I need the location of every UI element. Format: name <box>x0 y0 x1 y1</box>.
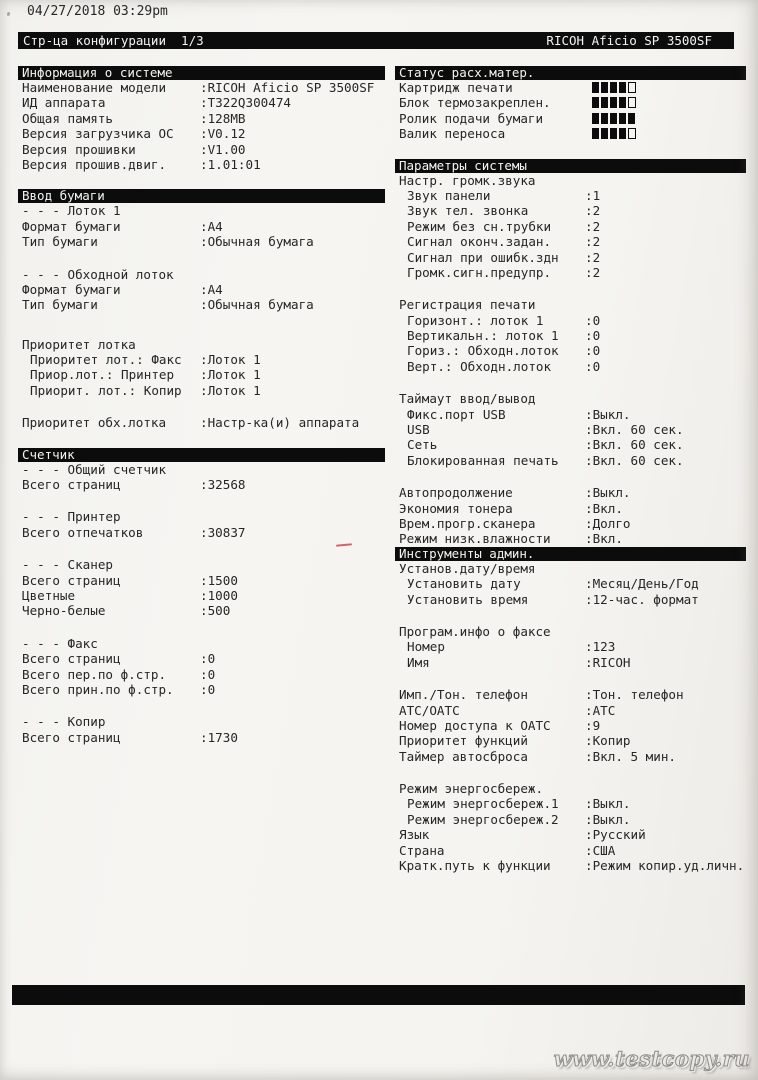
right-column <box>395 66 746 873</box>
row-label: Приоритет обх.лотка <box>22 415 167 431</box>
gauge-segment-filled <box>619 128 626 139</box>
row-label: Всего прин.по ф.стр. <box>22 681 174 697</box>
config-row <box>18 525 385 540</box>
gauge-segment-filled <box>628 113 635 124</box>
group-heading-row <box>18 636 385 651</box>
config-row <box>18 588 385 603</box>
row-value: :Лоток 1 <box>200 352 261 368</box>
row-label: Режим низк.влажности <box>399 531 551 547</box>
row-label: Всего отпечатков <box>22 524 144 540</box>
row-value: :0 <box>200 651 216 667</box>
config-row <box>395 703 746 718</box>
config-row <box>395 796 746 811</box>
row-label: Врем.прогр.сканера <box>399 515 536 531</box>
row-value: :1730 <box>200 729 238 745</box>
row-label: Наименование модели <box>22 80 167 95</box>
config-row <box>18 730 385 745</box>
group-heading-row <box>395 391 746 406</box>
row-value: :12-час. формат <box>585 591 699 607</box>
gauge-segment-filled <box>592 82 599 93</box>
row-value: :Копир <box>585 733 631 749</box>
column-gap <box>395 280 746 297</box>
config-row <box>395 639 746 654</box>
row-label: Таймер автосброса <box>399 748 528 764</box>
column-gap <box>395 764 746 781</box>
row-label: Версия прошив.двиг. <box>22 156 167 172</box>
config-row <box>18 367 385 382</box>
gauge-segment-filled <box>601 128 608 139</box>
config-row <box>395 359 746 374</box>
row-label: Сигнал оконч.задан. <box>407 234 552 250</box>
row-label: - - - Общий счетчик <box>22 461 167 477</box>
row-label: Програм.инфо о факсе <box>399 623 551 639</box>
config-row <box>395 407 746 422</box>
config-row <box>395 733 746 748</box>
group-heading-row <box>395 297 746 312</box>
footer-bar <box>12 985 745 1005</box>
config-row <box>395 592 746 607</box>
row-label: Тип бумаги <box>22 297 98 313</box>
row-value: :A4 <box>200 281 223 297</box>
row-value: :Обычная бумага <box>200 234 314 250</box>
row-value: :1000 <box>200 587 238 603</box>
config-row <box>395 687 746 702</box>
column-gap <box>18 697 385 714</box>
supply-gauge-row <box>395 95 746 110</box>
config-row <box>395 516 746 531</box>
row-value: :2 <box>585 203 601 219</box>
row-value: :Долго <box>585 515 631 531</box>
row-label: Формат бумаги <box>22 281 121 297</box>
gauge-segment-filled <box>601 97 608 108</box>
row-value: :V0.12 <box>200 126 246 142</box>
column-gap <box>395 468 746 485</box>
row-label: Всего пер.по ф.стр. <box>22 666 167 682</box>
row-label: Режим энергосбереж. <box>399 781 544 797</box>
row-label: Громк.сигн.предупр. <box>407 264 552 280</box>
gauge-segment-filled <box>601 113 608 124</box>
row-value: :Вкл. 60 сек. <box>585 422 684 438</box>
row-value: :АТС <box>585 702 616 718</box>
row-label: Установить время <box>407 591 529 607</box>
row-value: :1500 <box>200 572 238 588</box>
row-label: - - - Лоток 1 <box>22 203 121 219</box>
column-gap <box>18 492 385 509</box>
row-label: Номер <box>407 639 445 655</box>
row-label: - - - Сканер <box>22 557 113 573</box>
row-value: :Выкл. <box>585 406 631 422</box>
config-row <box>18 157 385 172</box>
row-label: Номер доступа к ОАТС <box>399 717 551 733</box>
config-row <box>395 422 746 437</box>
row-label: Блокированная печать <box>407 452 559 468</box>
gauge-segment-filled <box>592 128 599 139</box>
row-label: Приор.лот.: Принтер <box>30 367 175 383</box>
config-row <box>395 203 746 218</box>
supply-level-gauge <box>592 82 636 93</box>
config-row <box>18 111 385 126</box>
row-value: :T322Q300474 <box>200 95 291 111</box>
gauge-segment-empty <box>628 97 636 108</box>
row-label: Режим энергосбереж.2 <box>407 811 559 827</box>
row-label: Формат бумаги <box>22 218 121 234</box>
column-gap <box>395 670 746 687</box>
row-label: Регистрация печати <box>399 297 536 313</box>
row-label: Таймаут ввод/вывод <box>399 391 536 407</box>
config-row <box>395 749 746 764</box>
config-row <box>395 531 746 546</box>
row-value: :Лоток 1 <box>200 367 261 383</box>
row-label: Имя <box>407 654 430 670</box>
row-value: :Выкл. <box>585 485 631 501</box>
row-label: Верт.: Обходн.лоток <box>407 358 552 374</box>
row-value: :Месяц/День/Год <box>585 576 699 592</box>
gauge-segment-filled <box>619 97 626 108</box>
config-row <box>395 328 746 343</box>
row-value: :A4 <box>200 218 223 234</box>
row-value: :2 <box>585 234 601 250</box>
row-value: :Лоток 1 <box>200 382 261 398</box>
config-row <box>18 477 385 492</box>
left-column <box>18 66 385 745</box>
supply-gauge-row <box>395 80 746 95</box>
row-label: Тип бумаги <box>22 234 98 250</box>
row-label: - - - Копир <box>22 714 106 730</box>
row-value: :США <box>585 842 616 858</box>
column-gap <box>18 619 385 636</box>
config-row <box>18 297 385 312</box>
config-row <box>18 126 385 141</box>
config-row <box>18 383 385 398</box>
group-heading-row <box>18 462 385 477</box>
gauge-segment-filled <box>619 113 626 124</box>
row-label: ИД аппарата <box>22 95 106 111</box>
supply-gauge-row <box>395 126 746 141</box>
row-label: - - - Обходной лоток <box>22 266 174 282</box>
column-gap <box>18 172 385 189</box>
row-value: :123 <box>585 639 616 655</box>
row-value: :0 <box>585 328 601 344</box>
row-label: Общая память <box>22 110 113 126</box>
row-label: Всего страниц <box>22 477 121 493</box>
config-row <box>18 415 385 430</box>
row-label: Всего страниц <box>22 651 121 667</box>
gauge-segment-filled <box>592 97 599 108</box>
print-date: 04/27/2018 03:29pm <box>27 4 168 19</box>
config-row <box>18 352 385 367</box>
config-row <box>395 501 746 516</box>
row-label: Всего страниц <box>22 729 121 745</box>
config-row <box>395 437 746 452</box>
config-row <box>18 667 385 682</box>
config-row <box>395 576 746 591</box>
config-row <box>395 858 746 873</box>
row-value: :Тон. телефон <box>585 687 684 703</box>
gauge-segment-filled <box>610 113 617 124</box>
row-label: Приорит. лот.: Копир <box>30 382 182 398</box>
config-row <box>395 265 746 280</box>
group-heading-row <box>18 203 385 218</box>
supply-label: Блок термозакреплен. <box>399 95 551 111</box>
row-value: :32568 <box>200 477 246 493</box>
supply-label: Валик переноса <box>399 126 506 142</box>
section-header-bar: Статус расх.матер. <box>395 66 746 80</box>
row-label: Черно-белые <box>22 603 106 619</box>
section-header-bar: Инструменты админ. <box>395 547 746 561</box>
row-label: Экономия тонера <box>399 500 513 516</box>
section-header-bar: Информация о системе <box>18 66 385 80</box>
config-row <box>18 282 385 297</box>
row-value: :Вкл. 60 сек. <box>585 452 684 468</box>
page-title: Стр-ца конфигурации 1/3 <box>23 33 204 48</box>
gauge-segment-filled <box>610 128 617 139</box>
supply-gauge-row <box>395 111 746 126</box>
config-row <box>18 219 385 234</box>
row-value: :0 <box>585 358 601 374</box>
row-value: :RICOH <box>585 654 631 670</box>
group-heading-row <box>18 267 385 282</box>
supply-level-gauge <box>592 97 636 108</box>
watermark: www.testcopy.ru <box>553 1046 750 1071</box>
config-row <box>395 188 746 203</box>
row-value: :128MB <box>200 110 246 126</box>
column-gap <box>18 398 385 415</box>
config-row <box>18 573 385 588</box>
row-label: Звук тел. звонка <box>407 203 529 219</box>
row-label: Фикс.порт USB <box>407 406 506 422</box>
row-value: :0 <box>585 312 601 328</box>
row-label: Установить дату <box>407 576 521 592</box>
row-label: Вертикальн.: лоток 1 <box>407 328 559 344</box>
config-row <box>395 485 746 500</box>
section-header-bar: Параметры системы <box>395 159 746 173</box>
row-value: :1.01:01 <box>200 156 261 172</box>
row-value: :2 <box>585 249 601 265</box>
group-heading-row <box>395 624 746 639</box>
row-label: Версия загрузчика ОС <box>22 126 174 142</box>
section-header-bar: Ввод бумаги <box>18 189 385 203</box>
row-label: Сигнал при ошибк.здн <box>407 249 559 265</box>
row-label: Цветные <box>22 587 76 603</box>
page-title-bar <box>18 32 734 49</box>
row-label: - - - Принтер <box>22 509 121 525</box>
row-value: :RICOH Aficio SP 3500SF <box>200 80 375 95</box>
gauge-segment-filled <box>601 82 608 93</box>
config-row <box>395 827 746 842</box>
row-label: Версия прошивки <box>22 141 136 157</box>
row-label: Приоритет лот.: Факс <box>30 352 182 368</box>
row-label: Режим энергосбереж.1 <box>407 796 559 812</box>
group-heading-row <box>18 557 385 572</box>
config-row <box>18 95 385 110</box>
row-label: Сеть <box>407 437 438 453</box>
row-value: :2 <box>585 264 601 280</box>
row-label: Приоритет функций <box>399 733 528 749</box>
row-value: :30837 <box>200 524 246 540</box>
row-value: :0 <box>585 343 601 359</box>
row-label: Имп./Тон. телефон <box>399 687 528 703</box>
row-value: :500 <box>200 603 231 619</box>
config-row <box>395 812 746 827</box>
config-row <box>18 603 385 618</box>
config-row <box>395 453 746 468</box>
row-value: :Вкл. <box>585 531 623 547</box>
supply-level-gauge <box>592 113 635 124</box>
gauge-segment-filled <box>619 82 626 93</box>
config-row <box>395 219 746 234</box>
supply-label: Картридж печати <box>399 80 513 95</box>
gauge-segment-filled <box>592 113 599 124</box>
row-label: Гориз.: Обходн.лоток <box>407 343 559 359</box>
scan-speck <box>6 12 10 17</box>
config-row <box>395 843 746 858</box>
group-heading-row <box>18 509 385 524</box>
row-label: Режим без сн.трубки <box>407 218 552 234</box>
column-gap <box>395 607 746 624</box>
row-label: Язык <box>399 827 430 843</box>
group-heading-row <box>395 561 746 576</box>
row-value: :Вкл. 5 мин. <box>585 748 676 764</box>
gauge-segment-filled <box>610 82 617 93</box>
config-row <box>18 682 385 697</box>
group-heading-row <box>18 714 385 729</box>
group-heading-row <box>395 781 746 796</box>
row-value: :2 <box>585 218 601 234</box>
config-row <box>395 250 746 265</box>
row-value: :Режим копир.уд.личн. <box>585 858 745 874</box>
config-row <box>18 80 385 95</box>
row-value: :1 <box>585 187 601 203</box>
column-gap <box>395 142 746 159</box>
gauge-segment-empty <box>628 82 636 93</box>
row-value: :Выкл. <box>585 811 631 827</box>
row-value: :Выкл. <box>585 796 631 812</box>
row-label: Настр. громк.звука <box>399 172 536 188</box>
row-label: Горизонт.: лоток 1 <box>407 312 544 328</box>
gauge-segment-filled <box>610 97 617 108</box>
row-value: :Вкл. <box>585 500 623 516</box>
column-gap <box>18 250 385 267</box>
row-label: Кратк.путь к функции <box>399 858 551 874</box>
group-heading-row <box>18 337 385 352</box>
row-label: Всего страниц <box>22 572 121 588</box>
config-row <box>395 718 746 733</box>
gauge-segment-empty <box>628 128 636 139</box>
column-gap <box>18 313 385 337</box>
row-value: :9 <box>585 717 601 733</box>
config-row <box>18 142 385 157</box>
group-heading-row <box>395 173 746 188</box>
row-label: АТС/ОАТС <box>399 702 460 718</box>
supply-level-gauge <box>592 128 636 139</box>
column-gap <box>18 431 385 448</box>
config-row <box>18 234 385 249</box>
config-row <box>395 234 746 249</box>
row-label: Звук панели <box>407 187 491 203</box>
row-value: :0 <box>200 681 216 697</box>
device-model-label: RICOH Aficio SP 3500SF <box>546 33 712 48</box>
column-gap <box>18 540 385 557</box>
config-row <box>18 651 385 666</box>
row-value: :Вкл. 60 сек. <box>585 437 684 453</box>
section-header-bar: Счетчик <box>18 448 385 462</box>
row-value: :Обычная бумага <box>200 297 314 313</box>
supply-label: Ролик подачи бумаги <box>399 110 544 126</box>
row-label: Приоритет лотка <box>22 336 136 352</box>
row-label: Установ.дату/время <box>399 560 536 576</box>
row-value: :Русский <box>585 827 646 843</box>
row-label: - - - Факс <box>22 635 98 651</box>
row-value: :Настр-ка(и) аппарата <box>200 415 360 431</box>
config-row <box>395 655 746 670</box>
config-row <box>395 343 746 358</box>
row-value: :0 <box>200 666 216 682</box>
column-gap <box>395 374 746 391</box>
row-value: :V1.00 <box>200 141 246 157</box>
row-label: Автопродолжение <box>399 485 513 501</box>
config-row <box>395 313 746 328</box>
row-label: USB <box>407 422 430 438</box>
row-label: Страна <box>399 842 445 858</box>
